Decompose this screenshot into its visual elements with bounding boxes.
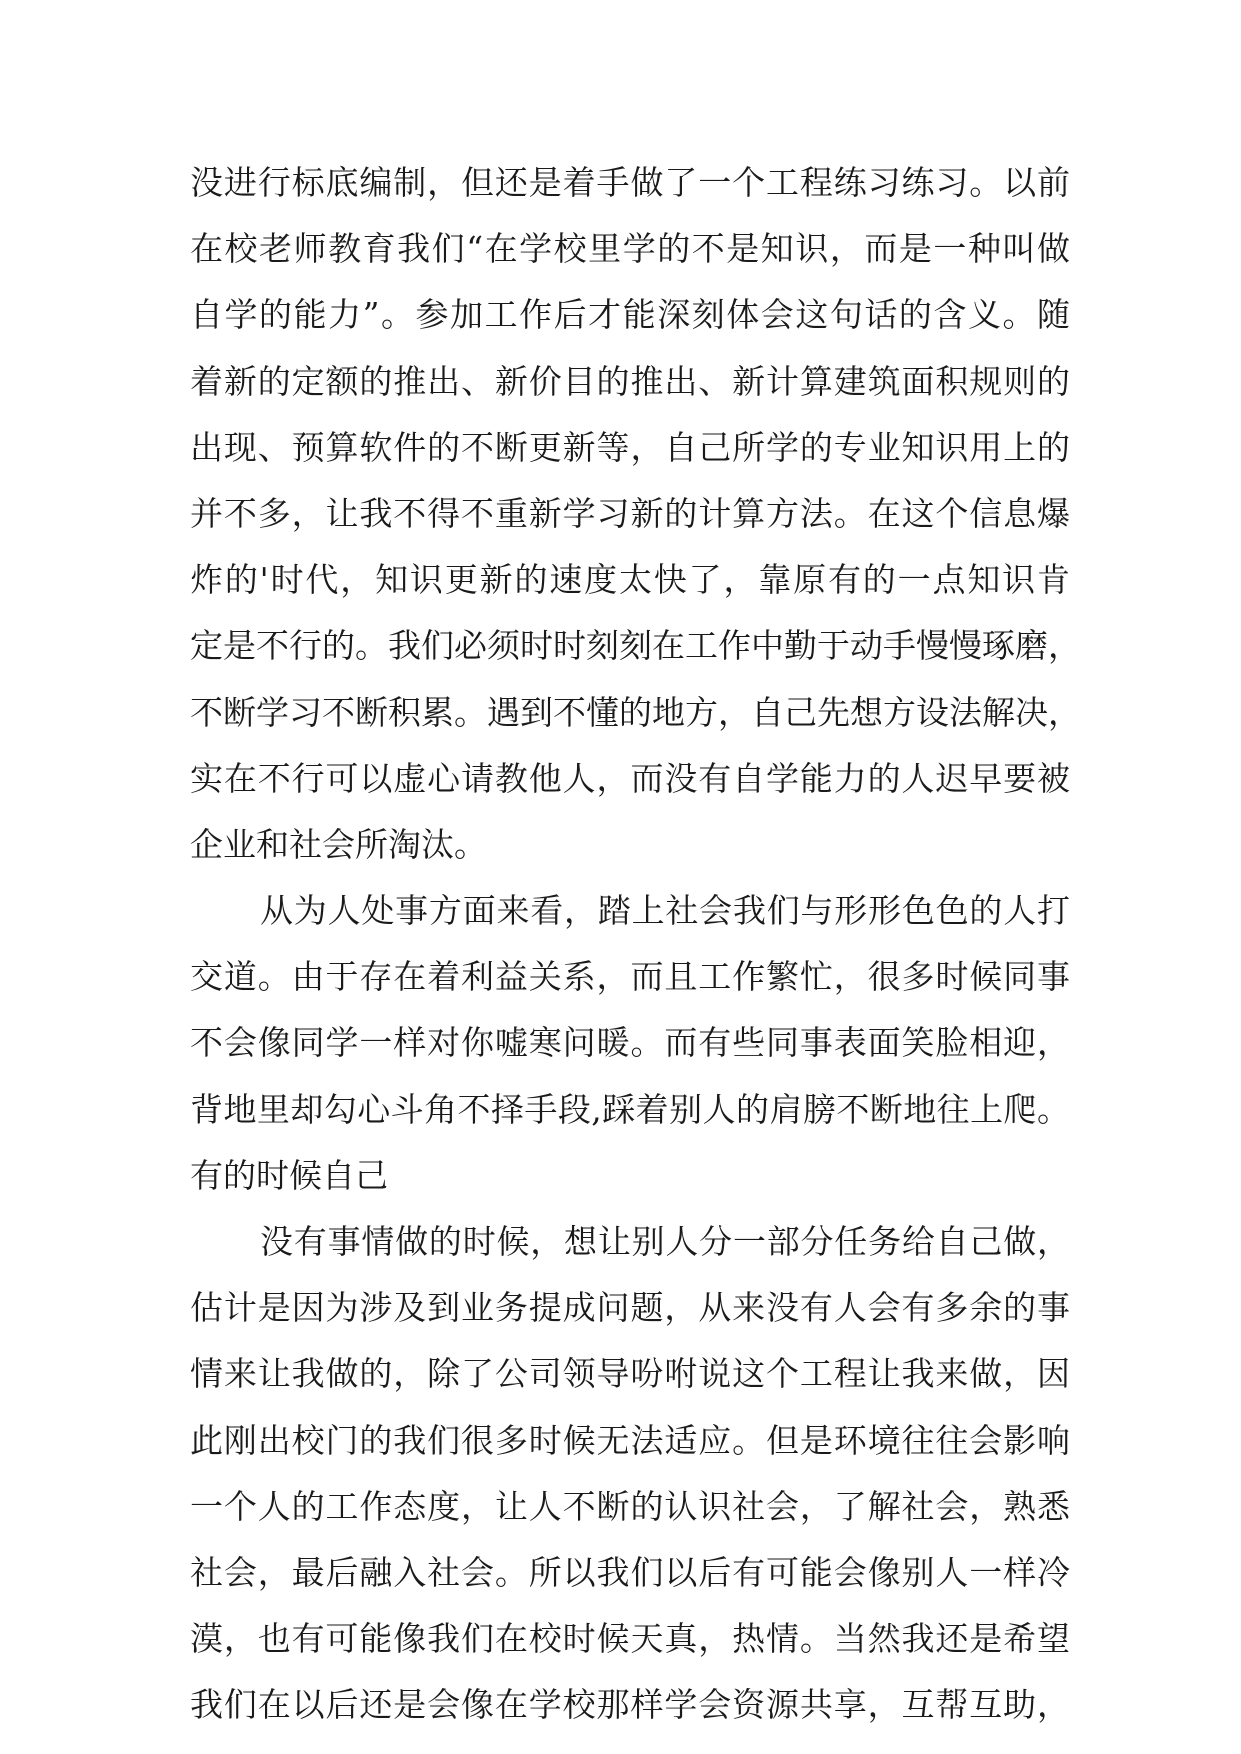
text-line: 自学的能力”。参加工作后才能深刻体会这句话的含义。随 <box>190 295 1070 335</box>
text-line: 着新的定额的推出、新价目的推出、新计算建筑面积规则的 <box>190 361 1070 401</box>
text-line: 不会像同学一样对你嘘寒问暖。而有些同事表面笑脸相迎， <box>190 1023 1070 1063</box>
text-line: 漠，也有可能像我们在校时候天真，热情。当然我还是希望 <box>190 1619 1070 1659</box>
text-line: 企业和社会所淘汰。 <box>190 824 487 864</box>
text-line: 定是不行的。我们必须时时刻刻在工作中勤于动手慢慢琢磨， <box>190 626 1081 666</box>
text-line: 并不多，让我不得不重新学习新的计算方法。在这个信息爆 <box>190 493 1070 533</box>
text-line: 炸的'时代，知识更新的速度太快了，靠原有的一点知识肯 <box>190 560 1070 600</box>
text-line: 没有事情做的时候，想让别人分一部分任务给自己做， <box>260 1222 1070 1261</box>
text-line: 交道。由于存在着利益关系，而且工作繁忙，很多时候同事 <box>190 957 1070 997</box>
text-line: 出现、预算软件的不断更新等，自己所学的专业知识用上的 <box>190 427 1070 467</box>
text-line: 不断学习不断积累。遇到不懂的地方，自己先想方设法解决， <box>190 692 1081 732</box>
text-line: 背地里却勾心斗角不择手段,踩着别人的肩膀不断地往上爬。 <box>190 1089 1070 1129</box>
text-line: 实在不行可以虚心请教他人，而没有自学能力的人迟早要被 <box>190 758 1070 798</box>
text-line: 从为人处事方面来看，踏上社会我们与形形色色的人打 <box>260 891 1070 931</box>
text-line: 我们在以后还是会像在学校那样学会资源共享，互帮互助， <box>190 1685 1070 1725</box>
text-line: 此刚出校门的我们很多时候无法适应。但是环境往往会影响 <box>190 1420 1070 1460</box>
text-line: 在校老师教育我们“在学校里学的不是知识，而是一种叫做 <box>190 229 1070 269</box>
text-line: 社会，最后融入社会。所以我们以后有可能会像别人一样冷 <box>190 1552 1070 1592</box>
text-line: 估计是因为涉及到业务提成问题，从来没有人会有多余的事 <box>190 1288 1070 1328</box>
text-line: 有的时候自己 <box>190 1155 388 1195</box>
body-text <box>190 162 1081 1751</box>
text-line: 情来让我做的，除了公司领导吩咐说这个工程让我来做，因 <box>190 1354 1070 1394</box>
text-line: 一个人的工作态度，让人不断的认识社会，了解社会，熟悉 <box>190 1486 1070 1526</box>
text-line: 没进行标底编制，但还是着手做了一个工程练习练习。以前 <box>190 163 1070 202</box>
